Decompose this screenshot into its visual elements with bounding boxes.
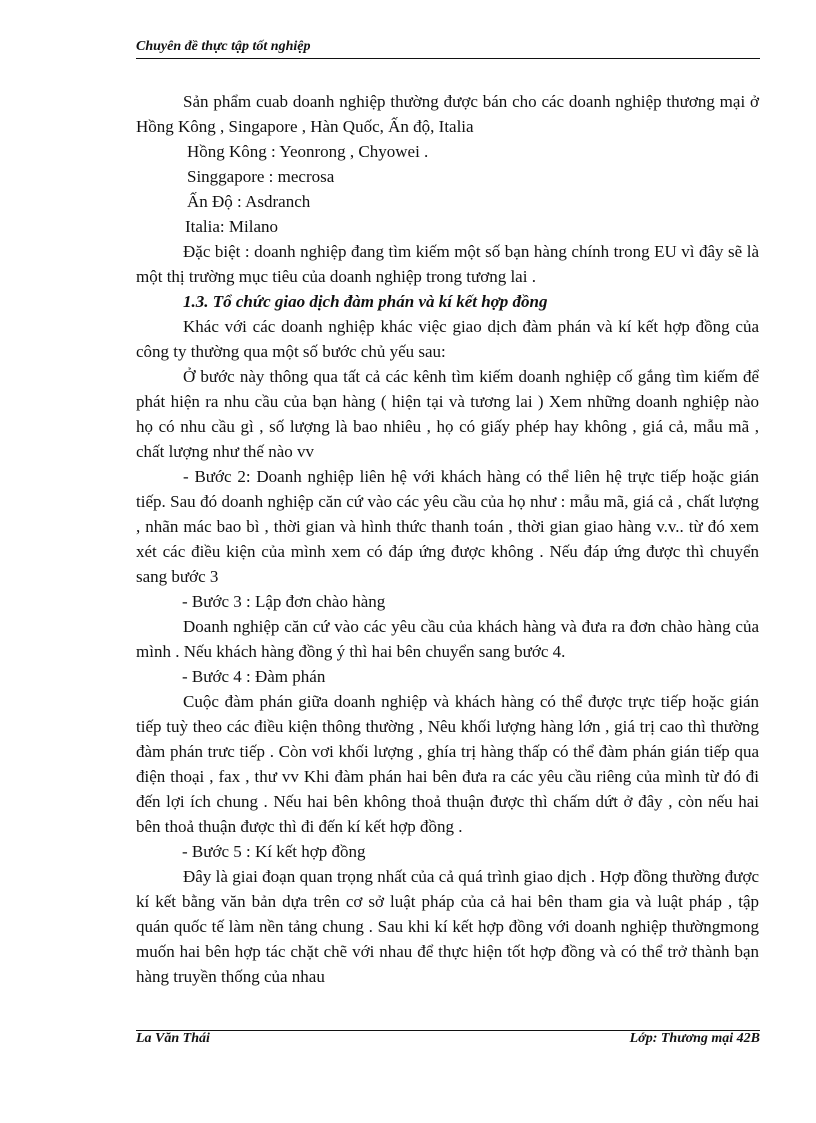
- list-item-italy: Italia: Milano: [185, 217, 279, 236]
- step4-heading: - Bước 4 : Đàm phán: [182, 667, 326, 686]
- list-item-singapore: Singgapore : mecrosa: [187, 167, 335, 186]
- list-item-india: Ấn Độ : Asdranch: [187, 192, 311, 211]
- paragraph-intro: Khác với các doanh nghiệp khác việc giao dịch đàm phán và kí kết hợp đồng của công ty thường qua một số bước chủ yếu sau:: [136, 317, 759, 361]
- list-item-hongkong: Hồng Kông : Yeonrong , Chyowei .: [187, 142, 429, 161]
- paragraph-step1: Ở bước này thông qua tất cả các kênh tìm kiếm doanh nghiệp cố gắng tìm kiếm để phát hiện ra nhu cầu của bạn hàng ( hiện tại và tương lai ) Xem những doanh nghiệp nào họ có nhu cầu gì , số lượng là bao nhiêu , họ có giấy phép hay không , giá cả, mẫu mã , chất lượng như thế nào vv: [136, 367, 759, 461]
- footer-class: Lớp: Thương mại 42B: [629, 1031, 760, 1046]
- header-divider: [136, 58, 760, 59]
- paragraph-markets: Sản phẩm cuab doanh nghiệp thường được bán cho các doanh nghiệp thương mại ở Hồng Kông , Singapore , Hàn Quốc, Ấn độ, Italia: [136, 92, 759, 136]
- page-footer: [136, 1030, 760, 1048]
- header-title: Chuyên đề thực tập tốt nghiệp: [136, 39, 311, 54]
- footer-author: La Văn Thái: [136, 1031, 210, 1046]
- section-heading: 1.3. Tổ chức giao dịch đàm phán và kí kết hợp đồng: [183, 292, 548, 311]
- paragraph-step3: Doanh nghiệp căn cứ vào các yêu cầu của khách hàng và đưa ra đơn chào hàng của mình . Nếu khách hàng đồng ý thì hai bên chuyển sang bước 4.: [136, 617, 759, 661]
- paragraph-step2: - Bước 2: Doanh nghiệp liên hệ với khách hàng có thể liên hệ trực tiếp hoặc gián tiếp. Sau đó doanh nghiệp căn cứ vào các yêu cầu của họ như : mẫu mã, giá cả , chất lượng , nhãn mác bao bì , thời gian và hình thức thanh toán , thời gian giao hàng v.v.. từ đó xem xét các điều kiện của mình xem có đáp ứng được không . Nếu đáp ứng được thì chuyển sang bước 3: [136, 467, 759, 586]
- paragraph-eu: Đặc biệt : doanh nghiệp đang tìm kiếm một số bạn hàng chính trong EU vì đây sẽ là một thị trường mục tiêu của doanh nghiệp trong tương lai .: [136, 242, 759, 286]
- page-header: [136, 38, 760, 56]
- step5-heading: - Bước 5 : Kí kết hợp đồng: [182, 842, 366, 861]
- document-body: [136, 89, 759, 989]
- paragraph-step5: Đây là giai đoạn quan trọng nhất của cả quá trình giao dịch . Hợp đồng thường được kí kết bằng văn bản dựa trên cơ sở luật pháp của cả hai bên tham gia và luật pháp , tập quán quốc tế làm nền tảng chung . Sau khi kí kết hợp đồng với doanh nghiệp thườngmong muốn hai bên hợp tác chặt chẽ với nhau để thực hiện tốt hợp đồng và có thể trở thành bạn hàng truyền thống của nhau: [136, 867, 759, 986]
- paragraph-step4: Cuộc đàm phán giữa doanh nghiệp và khách hàng có thể được trực tiếp hoặc gián tiếp tuỳ theo các điều kiện thông thường , Nêu khối lượng hàng lớn , giá trị cao thì thường đàm phán trưc tiếp . Còn vơi khối lượng , ghía trị hàng thấp có thể đàm phán gián tiếp qua điện thoại , fax , thư vv Khi đàm phán hai bên đưa ra các yêu cầu riêng của mình từ đó đi đến lợi ích chung . Nếu hai bên không thoả thuận được thì chấm dứt ở đây , còn nếu hai bên thoả thuận được thì đi đến kí kết hợp đồng .: [136, 692, 759, 836]
- step3-heading: - Bước 3 : Lập đơn chào hàng: [182, 592, 386, 611]
